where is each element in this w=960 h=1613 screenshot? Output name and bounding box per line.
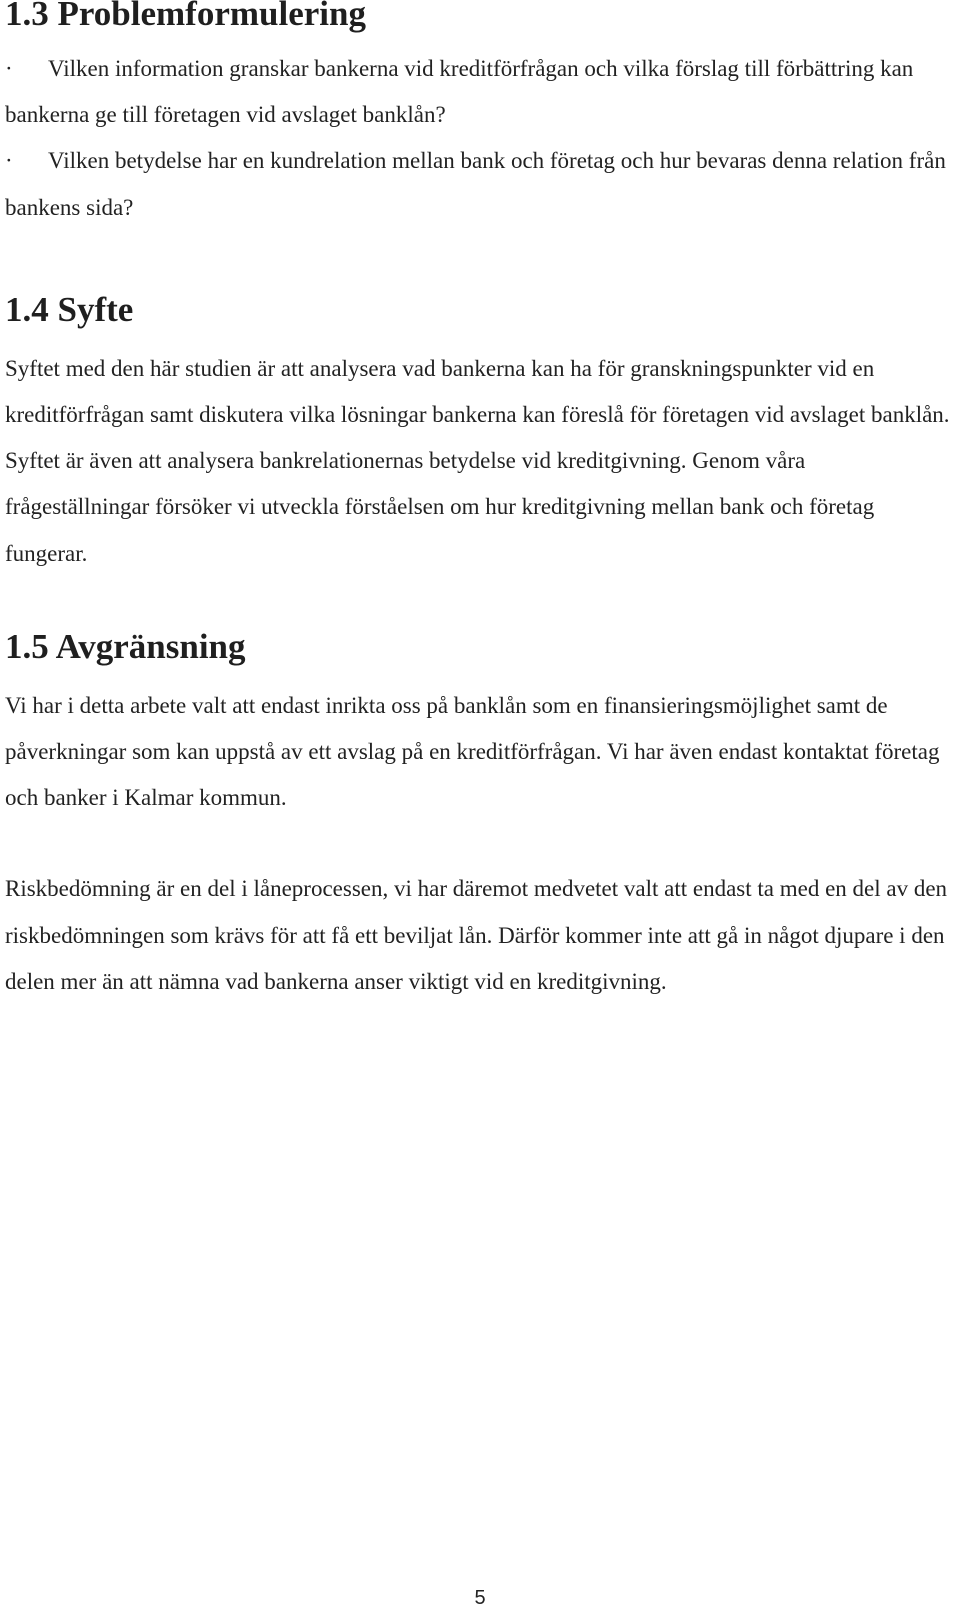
page-content [5,0,950,1005]
section-purpose [5,286,950,577]
bullet-marker: · [5,56,13,81]
delimitation-paragraph-1: Vi har i detta arbete valt att endast inrikta oss på banklån som en finansieringsmöjlighet samt de påverkningar som kan uppstå av ett avslag på en kreditförfrågan. Vi har även endast kontaktat företag och banker i Kalmar kommun. [5,692,940,811]
bullet-item [5,138,950,230]
section-delimitation [5,623,950,1005]
bullet-marker: · [5,148,13,174]
purpose-paragraph: Syftet med den här studien är att analysera vad bankerna kan ha för granskningspunkter vid en kreditförfrågan samt diskutera vilka lösningar bankerna kan föreslå för företagen vid avslaget banklån. Syftet är även att analysera bankrelationernas betydelse vid kreditgivning. Genom våra frågeställningar försöker vi utveckla förståelsen om hur kreditgivning mellan bank och företag fungerar. [5,355,950,566]
section-heading-purpose: 1.4 Syfte [5,289,134,329]
bullet-list [5,46,950,231]
bullet-text: Vilken information granskar bankerna vid kreditförfrågan och vilka förslag till förbättring kan bankerna ge till företagen vid avslaget banklån? [5,56,914,128]
section-problem [5,0,950,231]
bullet-text: Vilken betydelse har en kundrelation mellan bank och företag och hur bevaras denna relation från bankens sida? [5,148,946,220]
page-number: 5 [474,1587,486,1609]
section-heading-delimitation: 1.5 Avgränsning [5,626,246,666]
bullet-item [5,46,950,138]
section-heading-problem: 1.3 Problemformulering [5,0,366,33]
delimitation-paragraph-2: Riskbedömning är en del i låneprocessen, vi har däremot medvetet valt att endast ta med en del av den riskbedömningen som krävs för att få ett beviljat lån. Därför kommer inte att gå in något djupare i den delen mer än att nämna vad bankerna anser viktigt vid en kreditgivning. [5,876,948,994]
